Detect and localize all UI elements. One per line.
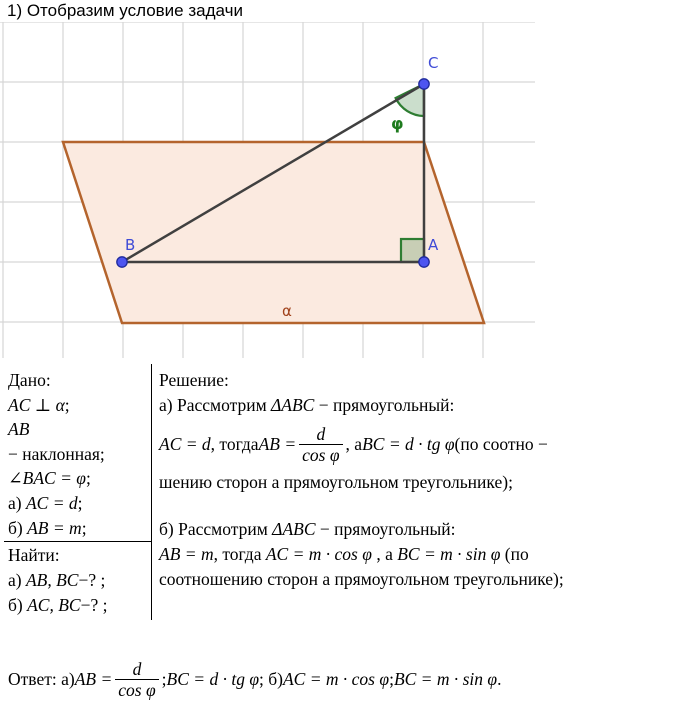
given-line-1: AC ⊥ α; [8, 394, 70, 415]
given-heading: Дано: [8, 370, 51, 390]
solution-a-formula: AC = d , тогда AB = $\frac{d}{\text{cos φ}}$ , а BC = d · tg φ (по соотно − [159, 423, 548, 465]
given-find-divider [4, 541, 152, 542]
angle-phi-arc [396, 84, 424, 116]
solution-heading: Решение: [159, 370, 229, 390]
solution-b-formula: AB = m, тогда AC = m · cos φ , а BC = m · sin φ (по [159, 544, 529, 564]
fraction-d-over-cos: $\frac{d}{\text{cos φ}}$ [299, 424, 342, 465]
given-line-2: AB [8, 419, 30, 440]
given-line-5: а) AC = d; [8, 492, 83, 513]
solution-b-line-3: соотношению сторон а прямоугольном треугольнике); [159, 569, 564, 589]
given-line-6: б) AB = m; [8, 517, 87, 538]
point-a [419, 257, 429, 267]
given-line-3: − наклонная; [8, 443, 105, 464]
label-alpha: α [282, 302, 292, 320]
find-block [8, 543, 148, 618]
label-c: C [428, 54, 439, 72]
plane-alpha [63, 142, 484, 323]
solution-b-intro: б) Рассмотрим ΔABC − прямоугольный: [159, 519, 456, 539]
solution-a-intro: а) Рассмотрим ΔABC − прямоугольный: [159, 395, 455, 415]
point-c [419, 79, 429, 89]
given-line-4: ∠BAC = φ; [8, 468, 91, 489]
step-title: 1) Отобразим условие задачи [7, 1, 243, 20]
solution-block [159, 368, 699, 592]
label-b: B [125, 236, 136, 254]
geometry-figure [0, 22, 535, 360]
point-b [117, 257, 127, 267]
find-line-2: б) AC, BC−? ; [8, 595, 108, 615]
label-phi: φ [391, 114, 404, 133]
column-divider [151, 364, 152, 620]
solution-a-line-3: шению сторон а прямоугольном треугольнике); [159, 472, 513, 492]
given-block [8, 368, 148, 540]
answer-line: Ответ: а) AB = $\frac{d}{\text{cos φ}}$ ; BC = d · tg φ ; б) AC = m · cos φ ; BC = m · sin φ . [8, 658, 502, 700]
answer-fraction: $\frac{d}{\text{cos φ}}$ [115, 659, 158, 700]
find-heading: Найти: [8, 545, 60, 565]
find-line-1: а) AB, BC−? ; [8, 570, 106, 590]
label-a: A [428, 236, 439, 254]
